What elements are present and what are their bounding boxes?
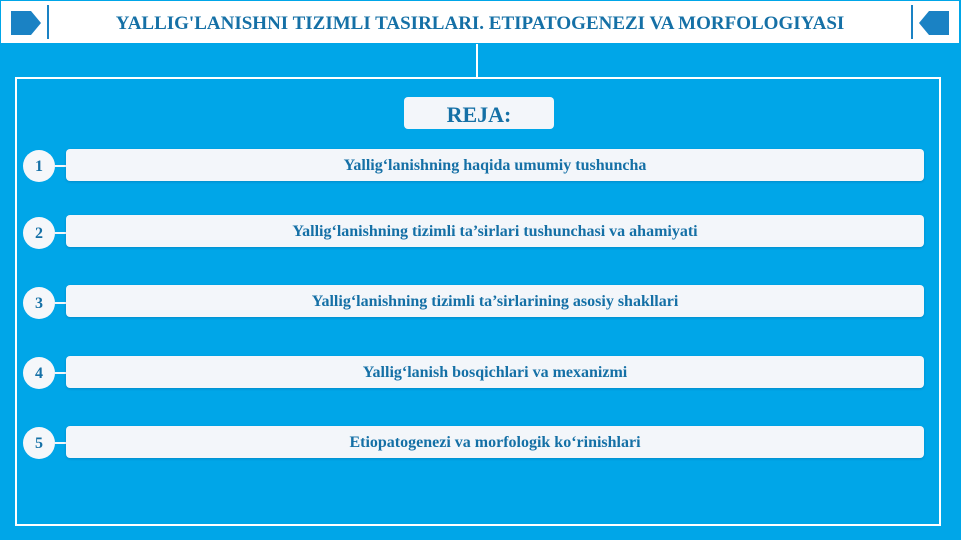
header-divider-right bbox=[911, 5, 913, 39]
plan-item-number: 5 bbox=[23, 427, 55, 459]
header-divider-left bbox=[47, 5, 49, 39]
plan-item-number: 4 bbox=[23, 357, 55, 389]
prev-slide-button[interactable] bbox=[3, 3, 45, 43]
plan-item[interactable]: Yallig‘lanishning tizimli ta’sirlari tushunchasi va ahamiyati bbox=[66, 215, 924, 247]
header-connector bbox=[476, 44, 478, 77]
plan-item[interactable]: Etiopatogenezi va morfologik ko‘rinishlari bbox=[66, 426, 924, 458]
arrow-left-icon bbox=[915, 3, 957, 43]
plan-item[interactable]: Yallig‘lanishning tizimli ta’sirlarining asosiy shakllari bbox=[66, 285, 924, 317]
arrow-right-icon bbox=[3, 3, 45, 43]
plan-item-number: 1 bbox=[23, 150, 55, 182]
next-slide-button[interactable] bbox=[915, 3, 957, 43]
header-bar bbox=[1, 1, 959, 43]
plan-item-number: 3 bbox=[23, 287, 55, 319]
slide-title: YALLIG'LANISHNI TIZIMLI TASIRLARI. ETIPATOGENEZI VA MORFOLOGIYASI bbox=[115, 13, 845, 34]
plan-item-number: 2 bbox=[23, 217, 55, 249]
plan-item[interactable]: Yallig‘lanish bosqichlari va mexanizmi bbox=[66, 356, 924, 388]
plan-item[interactable]: Yallig‘lanishning haqida umumiy tushuncha bbox=[66, 149, 924, 181]
plan-title: REJA: bbox=[404, 97, 554, 129]
